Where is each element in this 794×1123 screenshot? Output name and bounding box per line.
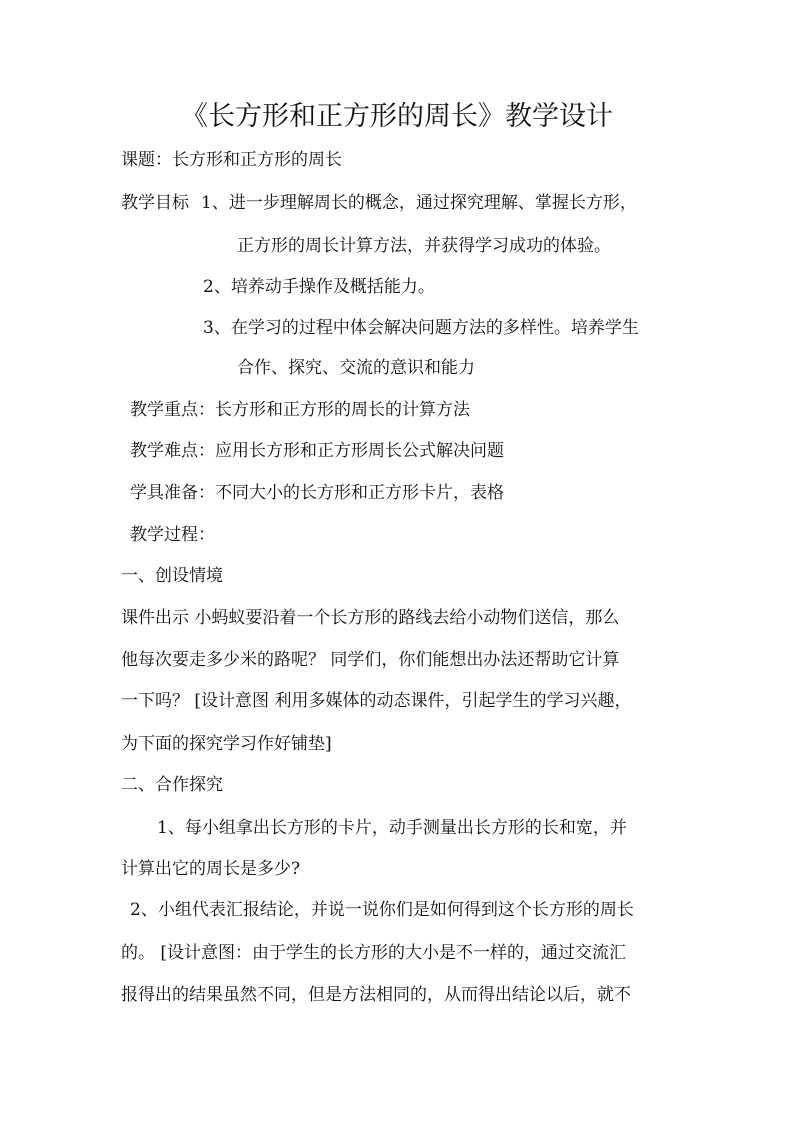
section-2-item-1-number: 1 [157,818,168,838]
objective-2-number: 2 [203,277,214,297]
section-1-heading: 一、创设情境 [121,566,223,586]
difficulty-value: 应用长方形和正方形周长公式解决问题 [215,441,504,461]
objective-3-line-1 [203,317,639,339]
objective-1-text: 、进一步理解周长的概念，通过探究理解、掌握长方形， [211,193,637,213]
section-2-item-2-text: 、小组代表汇报结论，并说一说你们是如何得到这个长方形的周长 [140,900,634,920]
section-1-line-3: 一下吗？ [设计意图 利用多媒体的动态课件，引起学生的学习兴趣， [121,691,632,711]
materials-line [130,482,504,504]
objective-3-text: 、在学习的过程中体会解决问题方法的多样性。培养学生 [213,318,639,338]
section-2-heading: 二、合作探究 [121,775,223,795]
key-point-value: 长方形和正方形的周长的计算方法 [215,400,470,420]
objective-2 [203,276,435,298]
section-2-item-2-number: 2 [130,900,141,920]
objectives-label: 教学目标 [121,193,189,213]
materials-value: 不同大小的长方形和正方形卡片，表格 [215,483,504,503]
objective-1-line-1 [121,192,637,214]
section-2-item-1-text: 、每小组拿出长方形的卡片，动手测量出长方形的长和宽，并 [167,818,627,838]
objective-2-text: 、培养动手操作及概括能力。 [213,277,435,297]
objective-1-number: 1 [201,193,212,213]
topic-line [121,149,342,171]
section-2-item-1-line-2: 计算出它的周长是多少? [121,859,301,879]
topic-label: 课题： [121,150,172,170]
materials-label: 学具准备： [130,483,215,503]
difficulty-line [130,440,504,462]
topic-value: 长方形和正方形的周长 [172,150,342,170]
section-2-item-2-line-3: 报得出的结果虽然不同，但是方法相同的，从而得出结论以后，就不 [121,985,631,1005]
section-1-line-4: 为下面的探究学习作好铺垫] [121,734,332,754]
process-label: 教学过程： [130,525,215,545]
section-2-item-1-line-1 [157,817,627,839]
section-1-line-2: 他每次要走多少米的路呢？ 同学们，你们能想出办法还帮助它计算 [121,650,620,670]
objective-3-number: 3 [203,318,214,338]
difficulty-label: 教学难点： [130,441,215,461]
objective-1-line-2: 正方形的周长计算方法，并获得学习成功的体验。 [237,236,611,256]
key-point-line [130,399,470,421]
section-1-line-1: 课件出示 小蚂蚁要沿着一个长方形的路线去给小动物们送信，那么 [121,608,620,628]
section-2-item-2-line-2: 的。 [设计意图：由于学生的长方形的大小是不一样的，通过交流汇 [121,943,627,963]
section-2-item-2-line-1 [130,899,634,921]
key-point-label: 教学重点： [130,400,215,420]
objective-3-line-2: 合作、探究、交流的意识和能力 [237,358,475,378]
document-title: 《长方形和正方形的周长》教学设计 [181,101,613,132]
